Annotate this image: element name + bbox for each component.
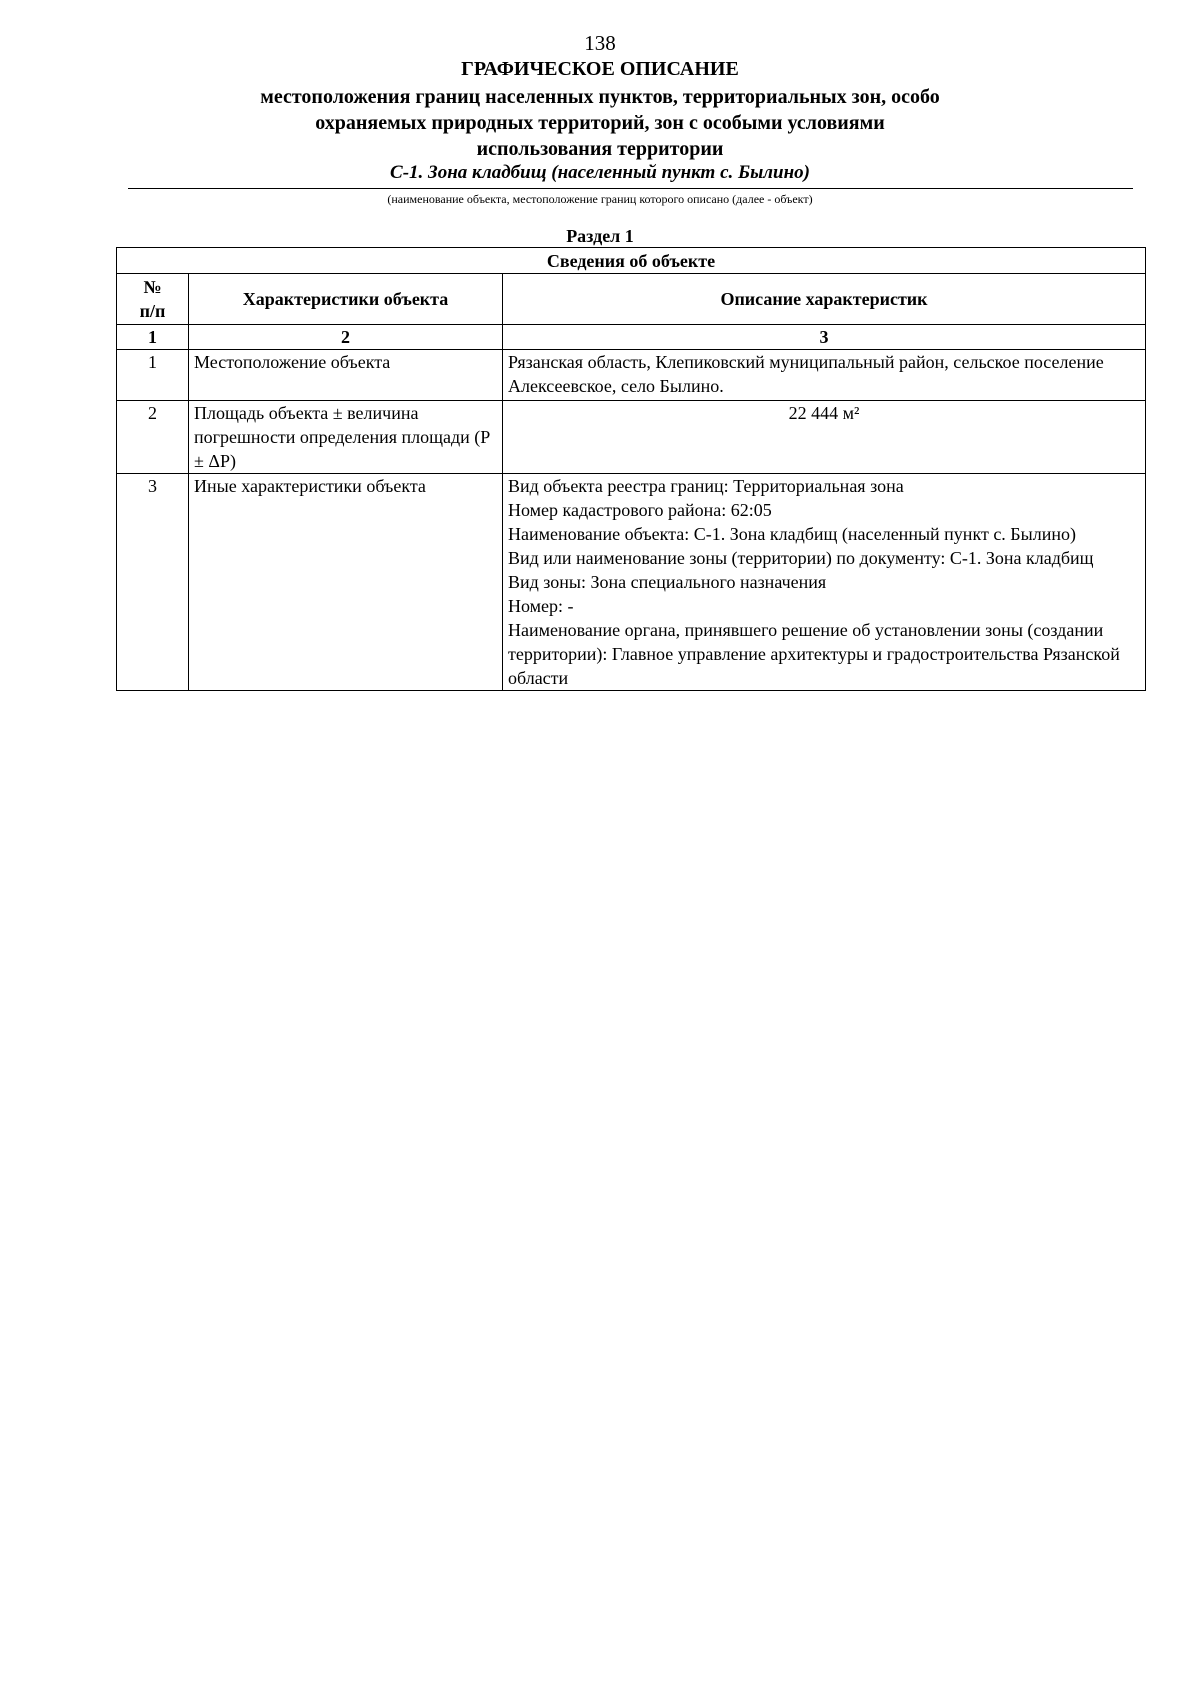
object-name: С-1. Зона кладбищ (населенный пункт с. Былино): [390, 162, 810, 183]
header-description: Описание характеристик: [503, 274, 1146, 325]
column-index-3: 3: [503, 325, 1146, 350]
document-title: ГРАФИЧЕСКОЕ ОПИСАНИЕ: [461, 58, 739, 80]
section-title: Раздел 1: [566, 226, 634, 246]
description-line: Вид зоны: Зона специального назначения: [508, 572, 827, 592]
object-info-table: [116, 247, 1146, 691]
description-line: Наименование органа, принявшего решение об установлении зоны (создании территории): Главное управление архитектуры и градостроительства Рязанской области: [508, 620, 1120, 688]
object-name-caption: (наименование объекта, местоположение границ которого описано (далее - объект): [387, 192, 813, 206]
description-line: Вид или наименование зоны (территории) по документу: С-1. Зона кладбищ: [508, 548, 1094, 568]
underline-rule: [128, 188, 1133, 189]
header-characteristic: Характеристики объекта: [189, 274, 503, 325]
table-row: [117, 401, 1146, 474]
row-number: 1: [117, 350, 189, 401]
header-num-label: № п/п: [139, 277, 166, 321]
table-header-row: [117, 274, 1146, 325]
document-subtitle: местоположения границ населенных пунктов, территориальных зон, особо охраняемых природных территорий, зон с особыми условиями использования территории: [260, 86, 940, 160]
row-characteristic: Местоположение объекта: [189, 350, 503, 401]
table-row: [117, 474, 1146, 691]
row-number: 3: [117, 474, 189, 691]
row-description-list: [503, 474, 1146, 691]
description-line: Номер кадастрового района: 62:05: [508, 500, 772, 520]
column-index-1: 1: [117, 325, 189, 350]
row-description: 22 444 м²: [503, 401, 1146, 474]
row-characteristic: Иные характеристики объекта: [189, 474, 503, 691]
row-number: 2: [117, 401, 189, 474]
table-caption: Сведения об объекте: [117, 248, 1146, 274]
table-caption-row: [117, 248, 1146, 274]
header-num: [117, 274, 189, 325]
description-line: Вид объекта реестра границ: Территориальная зона: [508, 476, 904, 496]
column-index-2: 2: [189, 325, 503, 350]
table-row: [117, 350, 1146, 401]
table-index-row: [117, 325, 1146, 350]
description-line: Номер: -: [508, 596, 574, 616]
description-line: Наименование объекта: С-1. Зона кладбищ (населенный пункт с. Былино): [508, 524, 1076, 544]
row-characteristic: Площадь объекта ± величина погрешности определения площади (P ± ΔP): [189, 401, 503, 474]
page-number: 138: [584, 31, 616, 55]
row-description: Рязанская область, Клепиковский муниципальный район, сельское поселение Алексеевское, село Былино.: [503, 350, 1146, 401]
